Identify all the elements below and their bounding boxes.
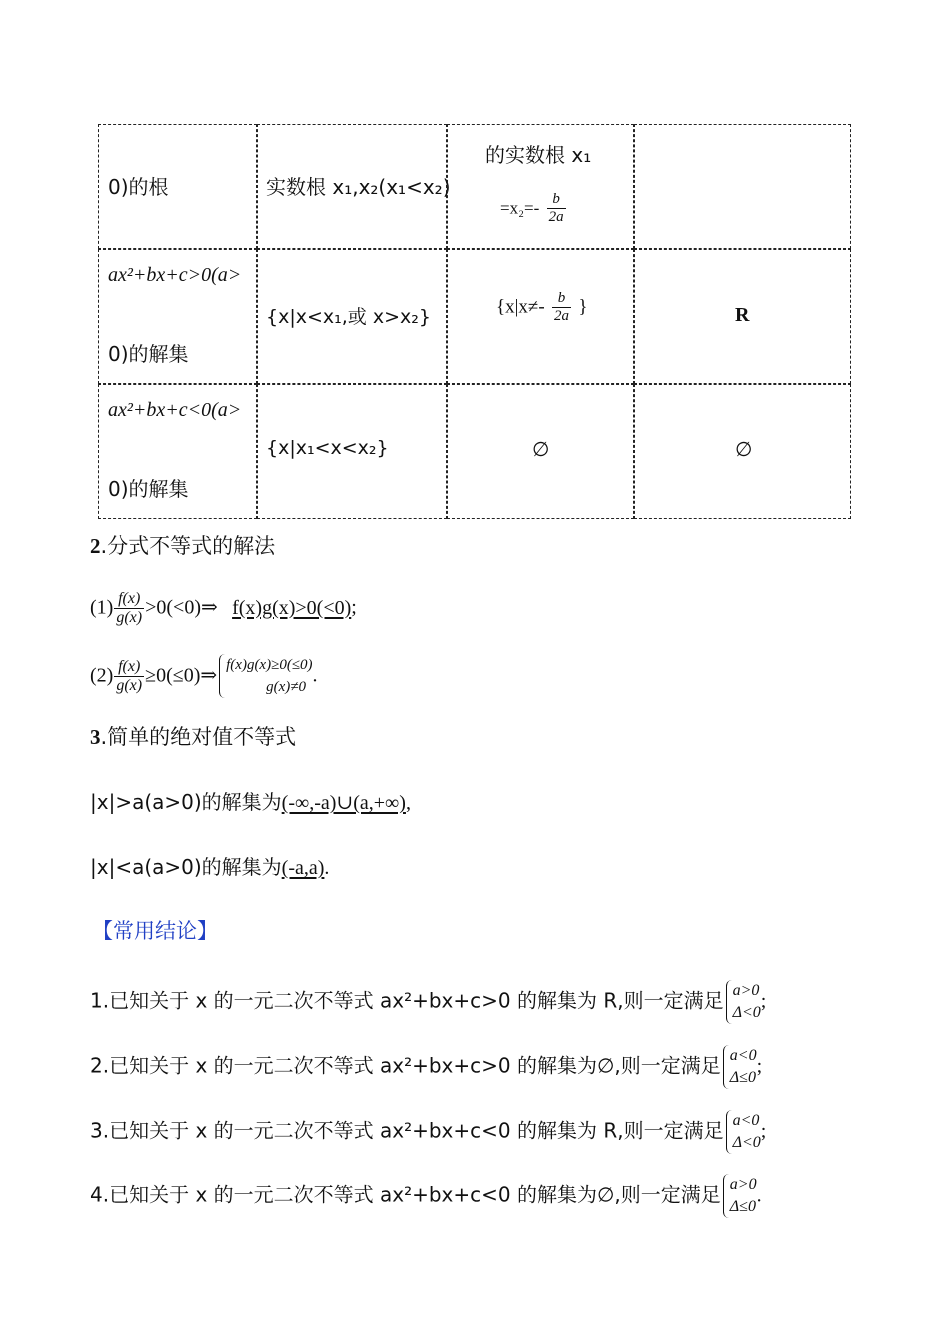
row3-col4-empty-set: ∅ [735,437,753,461]
table-cell [257,384,447,519]
row2-col4: R [735,304,750,326]
row1-col3-eq-text: =x₂=- [500,198,540,218]
condition-system [723,1045,757,1089]
condition-system [723,1174,757,1218]
fraction-numerator: f(x) [118,657,141,675]
row3-col1-top: ax²+bx+c<0(a> [108,399,242,421]
table-cell [447,249,634,384]
section2-heading [90,532,275,560]
item2-condition-2: g(x)≠0 [266,679,307,695]
quadratic-inequality-table [98,124,851,519]
table-cell [98,124,257,249]
line2-end: . [324,857,330,879]
item1-answer: f(x)g(x)>0(<0) [232,596,352,619]
conclusions-heading: 【常用结论】 [92,919,218,943]
conclusion-end: ; [760,1120,767,1143]
section2-item1 [90,590,357,626]
fraction [114,590,144,626]
line1-end: , [405,792,411,814]
item2-prefix: (2) [90,664,114,687]
section3-heading-text: .简单的绝对值不等式 [100,725,297,749]
conclusion-item [90,1045,762,1089]
conclusion-end: ; [760,990,767,1013]
item1-relation: >0(<0)⇒ [145,596,218,619]
condition-2: Δ<0 [732,1004,761,1021]
conclusion-end: ; [756,1055,763,1078]
line1-prefix: |x|>a(a>0)的解集为 [90,790,282,814]
conclusion-item [90,1174,762,1218]
line1-answer: (-∞,-a)∪(a,+∞) [281,792,406,814]
fraction-numerator: f(x) [118,590,141,607]
table-cell [634,124,851,249]
section3-heading-num: 3 [90,725,101,749]
fraction [114,658,144,694]
fraction [547,191,566,225]
row2-col2: {x|x<x₁,或 x>x₂} [266,306,431,328]
row2-col3-right: } [578,296,588,318]
item2-condition-1: f(x)g(x)≥0(≤0) [226,657,313,673]
line2-prefix: |x|<a(a>0)的解集为 [90,855,282,879]
item1-prefix: (1) [90,596,114,619]
fraction-numerator: b [552,191,560,207]
row2-col1-top: ax²+bx+c>0(a> [108,264,242,286]
condition-2: Δ≤0 [729,1198,756,1215]
conclusion-item [90,1110,766,1154]
conclusion-text: 2.已知关于 x 的一元二次不等式 ax²+bx+c>0 的解集为∅,则一定满足 [90,1053,721,1078]
row2-col3 [496,290,588,324]
conclusion-text: 3.已知关于 x 的一元二次不等式 ax²+bx+c<0 的解集为 R,则一定满足 [90,1118,724,1143]
condition-system [726,980,761,1024]
row3-col3-empty-set: ∅ [532,437,550,461]
section2-heading-text: .分式不等式的解法 [100,534,276,558]
section3-line2 [90,853,329,882]
row3-col1-bottom: 0)的解集 [108,477,189,501]
conclusion-item [90,980,766,1024]
row1-col1: 0)的根 [108,175,169,199]
section3-heading [90,723,296,751]
table-cell [257,124,451,249]
fraction-denominator: 2a [554,307,570,324]
table-cell [257,249,447,384]
table-cell [634,249,851,384]
section3-line1 [90,788,411,817]
fraction-numerator: b [557,290,566,306]
conclusion-text: 4.已知关于 x 的一元二次不等式 ax²+bx+c<0 的解集为∅,则一定满足 [90,1182,721,1207]
fraction-denominator: g(x) [116,676,143,694]
condition-2: Δ≤0 [729,1069,756,1086]
row2-col3-left: {x|x≠- [496,296,545,318]
condition-1: a<0 [732,1112,760,1129]
condition-1: a>0 [732,982,760,999]
conclusion-text: 1.已知关于 x 的一元二次不等式 ax²+bx+c>0 的解集为 R,则一定满足 [90,988,724,1013]
condition-system [219,654,312,698]
section2-heading-num: 2 [90,534,101,558]
table-cell [634,384,851,519]
table-cell [98,249,257,384]
table-cell [447,124,634,249]
item2-end: . [312,664,318,687]
condition-1: a>0 [729,1176,757,1193]
section2-item2 [90,654,318,698]
row1-col2: 实数根 x₁,x₂(x₁<x₂) [266,175,451,199]
row1-col3-eq [500,191,567,225]
table-cell [447,384,634,519]
item1-end: ; [351,596,357,619]
row1-col3-top: 的实数根 x₁ [485,143,592,167]
item2-relation: ≥0(≤0)⇒ [145,664,218,687]
row2-col1-bottom: 0)的解集 [108,342,189,366]
row3-col2: {x|x₁<x<x₂} [266,437,389,459]
table-cell [98,384,257,519]
fraction [552,290,571,324]
fraction-denominator: g(x) [116,608,143,626]
condition-system [726,1110,761,1154]
fraction-denominator: 2a [548,208,564,225]
conclusion-end: . [756,1184,762,1207]
line2-answer: (-a,a) [281,857,325,879]
condition-2: Δ<0 [732,1134,761,1151]
condition-1: a<0 [729,1047,757,1064]
